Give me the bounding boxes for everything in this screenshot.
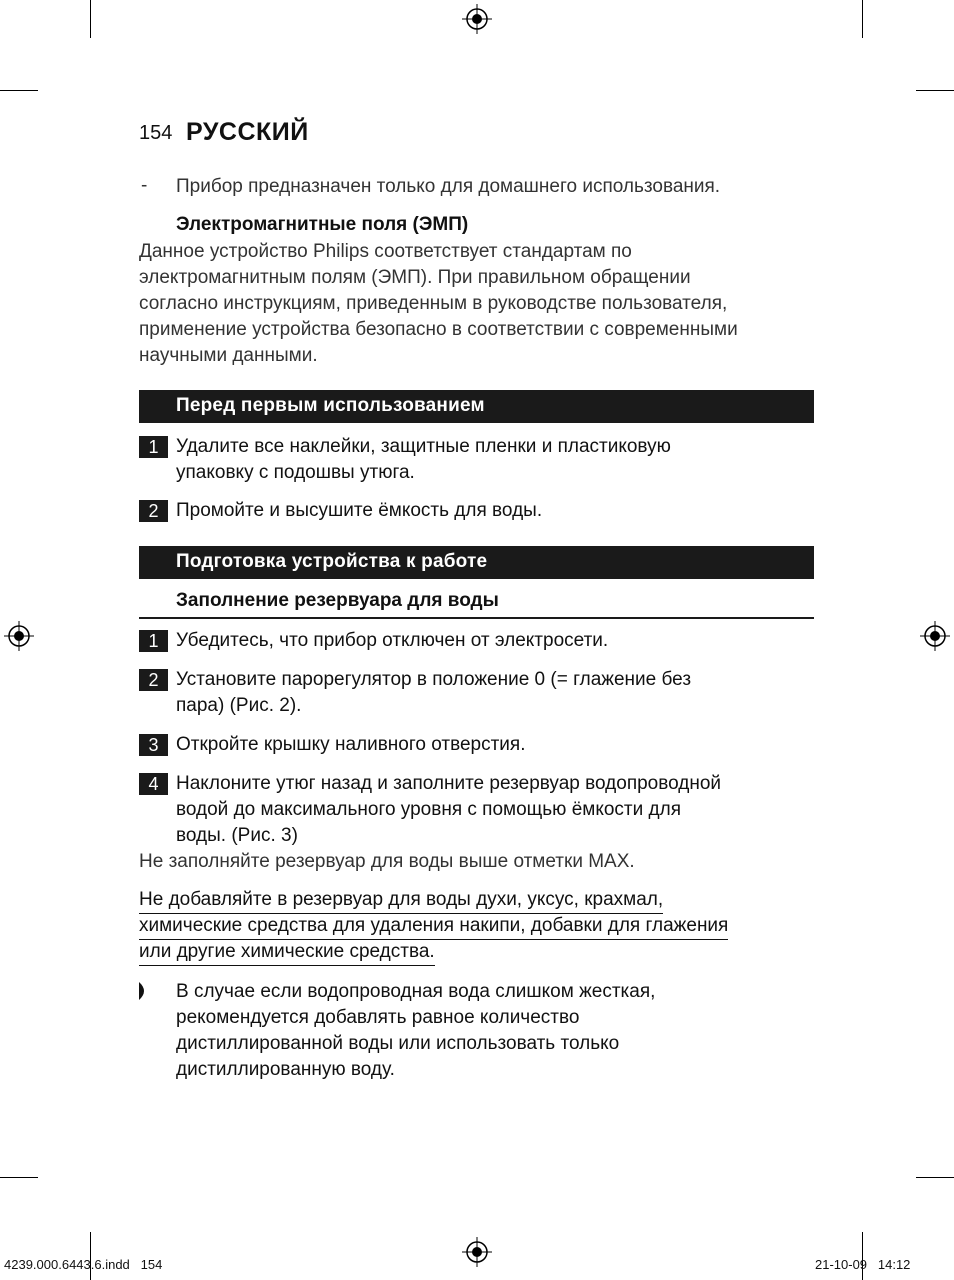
emf-heading: Электромагнитные поля (ЭМП)	[176, 214, 469, 235]
step-number: 4	[139, 773, 168, 795]
step-text: Удалите все наклейки, защитные пленки и пластиковую	[176, 436, 671, 457]
page-title: РУССКИЙ	[186, 118, 309, 146]
warning-line: Не добавляйте в резервуар для воды духи, уксус, крахмал,	[139, 887, 663, 914]
step-text: Убедитесь, что прибор отключен от электросети.	[176, 630, 609, 651]
step-number: 2	[139, 669, 168, 691]
crop-mark	[916, 1177, 954, 1178]
page-number: 154	[139, 122, 173, 144]
step-text: воды. (Рис. 3)	[176, 825, 298, 846]
registration-mark-icon	[4, 621, 34, 651]
step-number: 3	[139, 734, 168, 756]
step-text: Наклоните утюг назад и заполните резервуар водопроводной	[176, 773, 722, 794]
step-number: 1	[139, 630, 168, 652]
warning-line: химические средства для удаления накипи, добавки для глажения	[139, 913, 728, 940]
tip-text: рекомендуется добавлять равное количество	[176, 1007, 580, 1028]
registration-mark-icon	[462, 1237, 492, 1267]
note-text: Не заполняйте резервуар для воды выше отметки MAX.	[139, 851, 635, 872]
section-header-before-first-use	[139, 390, 814, 423]
crop-mark	[0, 1177, 38, 1178]
section-header-preparing	[139, 546, 814, 579]
emf-line: Данное устройство Philips соответствует стандартам по	[139, 241, 632, 262]
emf-line: научными данными.	[139, 345, 318, 366]
step-number: 1	[139, 436, 168, 458]
crop-mark	[90, 0, 91, 38]
step-text: Промойте и высушите ёмкость для воды.	[176, 500, 543, 521]
footer-date: 21-10-09 14:12	[815, 1257, 911, 1272]
emf-line: согласно инструкциям, приведенным в руководстве пользователя,	[139, 293, 728, 314]
crop-mark	[90, 1232, 91, 1280]
subheading-rule	[139, 617, 814, 619]
step-text: Откройте крышку наливного отверстия.	[176, 734, 526, 755]
footer-file-info: 4239.000.6443.6.indd 154	[4, 1257, 163, 1272]
step-text: водой до максимального уровня с помощью ёмкости для	[176, 799, 681, 820]
list-dash: -	[141, 175, 148, 196]
intro-text: Прибор предназначен только для домашнего использования.	[176, 176, 721, 197]
section-title: Подготовка устройства к работе	[176, 551, 488, 572]
tip-text: дистиллированную воду.	[176, 1059, 395, 1080]
crop-mark	[862, 0, 863, 38]
registration-mark-icon	[462, 4, 492, 34]
tip-text: дистиллированной воды или использовать только	[176, 1033, 620, 1054]
registration-mark-icon	[920, 621, 950, 651]
emf-line: электромагнитным полям (ЭМП). При правильном обращении	[139, 267, 691, 288]
tip-text: В случае если водопроводная вода слишком жесткая,	[176, 981, 656, 1002]
tip-bullet-icon	[139, 982, 149, 1000]
step-number: 2	[139, 500, 168, 522]
section-title: Перед первым использованием	[176, 395, 485, 416]
warning-line: или другие химические средства.	[139, 939, 435, 966]
crop-mark	[862, 1232, 863, 1280]
crop-mark	[916, 90, 954, 91]
step-text: упаковку с подошвы утюга.	[176, 462, 415, 483]
fill-reservoir-subheading: Заполнение резервуара для воды	[176, 590, 499, 611]
crop-mark	[0, 90, 38, 91]
step-text: Установите парорегулятор в положение 0 (= глажение без	[176, 669, 692, 690]
step-text: пара) (Рис. 2).	[176, 695, 302, 716]
emf-line: применение устройства безопасно в соответствии с современными	[139, 319, 738, 340]
